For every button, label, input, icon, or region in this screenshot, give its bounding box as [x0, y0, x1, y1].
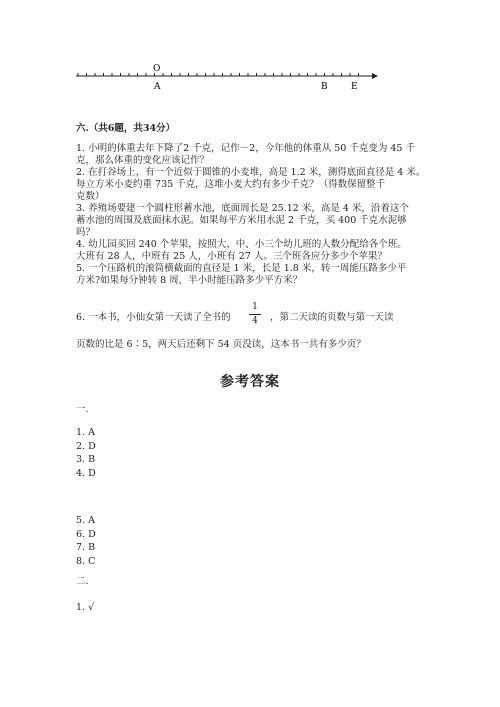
answer-item: 5. A — [76, 515, 95, 526]
question-5 — [76, 263, 425, 287]
answer-item: 7. B — [76, 542, 96, 553]
question-line: 3. 养殖场要建一个圆柱形蓄水池，底面周长是 25.12 米，高是 4 米，沿着这个 — [76, 203, 409, 214]
question-line: 蓄水池的周围及底面抹水泥。如果每平方米用水泥 2 千克，买 400 千克水泥够 — [76, 215, 407, 226]
question-line: 4. 幼儿园买回 240 个苹果，按照大、中、小三个幼儿班的人数分配给各个班。 — [76, 239, 407, 250]
number-line-arrow — [372, 73, 378, 79]
answers-group-2 — [76, 514, 96, 568]
question-line: 方米?如果每分钟转 8 周，半小时能压路多少平方米？ — [76, 275, 303, 286]
answers-part-2-item: 1. √ — [76, 602, 95, 613]
question-line: 大班有 28 人，中班有 25 人，小班有 27 人。三个班各应分多少个苹果？ — [76, 251, 387, 262]
question-3 — [76, 203, 425, 239]
question-2 — [76, 167, 425, 203]
answers-group-1 — [76, 426, 96, 480]
label-o: O — [153, 64, 161, 74]
label-e: E — [351, 82, 358, 92]
fraction-bar — [249, 314, 261, 315]
answer-item: 8. C — [76, 555, 96, 567]
fraction-denominator: 4 — [252, 316, 258, 326]
answer-item: 2. D — [76, 440, 96, 452]
answers-title: 参考答案 — [220, 374, 280, 390]
question-line: 克，那么体重的变化应该记作？ — [76, 155, 210, 166]
question-line: 5. 一个压路机的滚筒横截面的直径是 1 米，长是 1.8 米，转一周能压路多少平 — [76, 263, 407, 274]
question-line: 吗？ — [76, 227, 96, 238]
question-6-line-1: 6. 一本书，小仙女第一天读了全书的 — [76, 312, 231, 323]
answer-item: 1. A — [76, 427, 95, 438]
question-1 — [76, 143, 425, 167]
question-4 — [76, 239, 425, 263]
label-a: A — [154, 82, 161, 92]
question-6-line-1-end: ，第二天读的页数与第一天读 — [270, 312, 394, 323]
answers-part-2-heading: 二. — [76, 576, 89, 587]
fraction-one-quarter — [249, 302, 261, 327]
question-line: 克数） — [76, 191, 105, 202]
answer-item: 3. B — [76, 454, 96, 465]
question-line: 1. 小明的体重去年下降了2 千克，记作－2，今年他的体重从 50 千克变为 45 千 — [76, 143, 415, 154]
section-6-heading: 六.（共6题，共34分） — [76, 123, 176, 134]
label-b: B — [321, 82, 328, 92]
answer-item: 6. D — [76, 528, 96, 540]
question-line: 每立方米小麦约重 735 千克，这堆小麦大约有多少千克？（得数保留整千 — [76, 179, 386, 190]
fraction-numerator: 1 — [252, 302, 258, 312]
question-line: 2. 在打谷场上，有一个近似于圆锥的小麦堆，高是 1.2 米，测得底面直径是 4 米。 — [76, 167, 426, 178]
answers-part-1-heading: 一. — [76, 404, 89, 415]
question-list — [76, 143, 425, 287]
number-line — [70, 62, 380, 96]
answer-item: 4. D — [76, 467, 96, 479]
question-6-line-2: 页数的比是 6∶5，两天后还剩下 54 页没读，这本书一共有多少页？ — [76, 339, 366, 350]
